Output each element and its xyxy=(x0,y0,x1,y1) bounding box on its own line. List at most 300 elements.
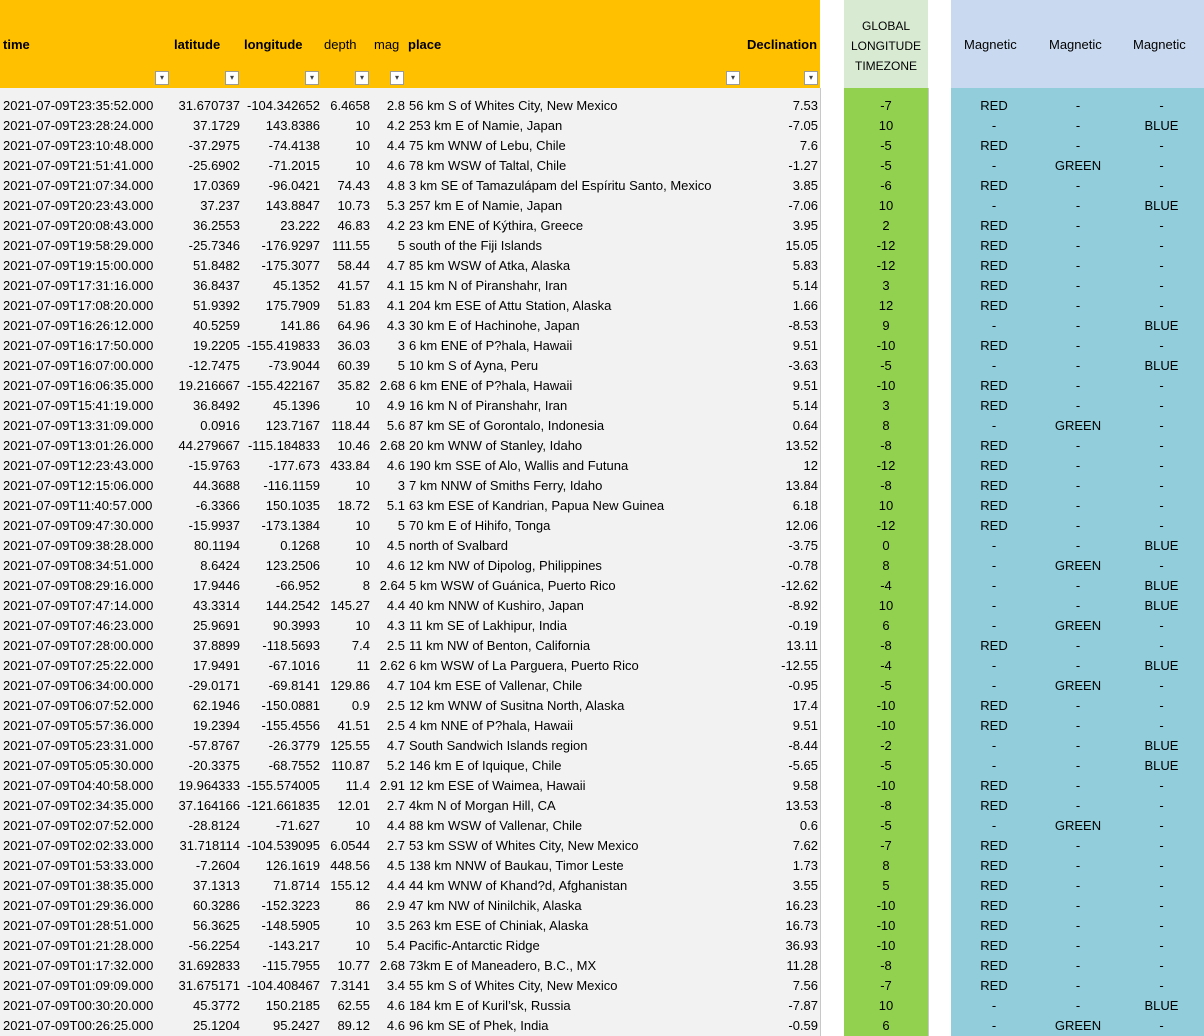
cell-timezone[interactable]: 10 xyxy=(878,998,894,1013)
cell-timezone[interactable]: -12 xyxy=(876,458,896,473)
cell-time[interactable]: 2021-07-09T04:40:58.000 xyxy=(3,778,154,793)
cell-magnetic-1[interactable]: RED xyxy=(980,218,1008,233)
cell-magnetic-2[interactable]: - xyxy=(1075,538,1081,553)
cell-time[interactable]: 2021-07-09T21:07:34.000 xyxy=(3,178,154,193)
cell-magnetic-1[interactable]: - xyxy=(991,678,997,693)
cell-magnetic-2[interactable]: - xyxy=(1075,718,1081,733)
cell-time[interactable]: 2021-07-09T07:25:22.000 xyxy=(3,658,154,673)
cell-longitude[interactable]: -104.342652 xyxy=(246,98,320,113)
table-row[interactable] xyxy=(0,376,1204,396)
cell-place[interactable]: 190 km SSE of Alo, Wallis and Futuna xyxy=(409,458,629,473)
cell-declination[interactable]: 6.18 xyxy=(792,498,818,513)
cell-latitude[interactable]: -20.3375 xyxy=(188,758,240,773)
cell-declination[interactable]: -8.92 xyxy=(788,598,818,613)
cell-time[interactable]: 2021-07-09T01:21:28.000 xyxy=(3,938,154,953)
cell-depth[interactable]: 10 xyxy=(355,538,370,553)
cell-latitude[interactable]: 17.9446 xyxy=(193,578,240,593)
cell-time[interactable]: 2021-07-09T09:38:28.000 xyxy=(3,538,154,553)
cell-mag[interactable]: 5.2 xyxy=(386,758,405,773)
table-row[interactable] xyxy=(0,736,1204,756)
table-row[interactable] xyxy=(0,476,1204,496)
cell-timezone[interactable]: -10 xyxy=(876,338,896,353)
cell-depth[interactable]: 0.9 xyxy=(351,698,370,713)
cell-timezone[interactable]: -10 xyxy=(876,698,896,713)
cell-magnetic-2[interactable]: GREEN xyxy=(1054,558,1102,573)
cell-declination[interactable]: 0.64 xyxy=(792,418,818,433)
table-row[interactable] xyxy=(0,876,1204,896)
cell-latitude[interactable]: 56.3625 xyxy=(193,918,240,933)
cell-declination[interactable]: -12.62 xyxy=(781,578,818,593)
cell-longitude[interactable]: -118.5693 xyxy=(262,638,320,653)
cell-mag[interactable]: 2.5 xyxy=(386,638,405,653)
cell-latitude[interactable]: 19.2205 xyxy=(193,338,240,353)
cell-place[interactable]: 30 km E of Hachinohe, Japan xyxy=(409,318,580,333)
cell-depth[interactable]: 10.73 xyxy=(337,198,370,213)
table-row[interactable] xyxy=(0,856,1204,876)
cell-depth[interactable]: 10 xyxy=(355,138,370,153)
cell-place[interactable]: 20 km WNW of Stanley, Idaho xyxy=(409,438,583,453)
cell-declination[interactable]: 16.23 xyxy=(785,898,818,913)
cell-latitude[interactable]: -37.2975 xyxy=(188,138,240,153)
cell-place[interactable]: 53 km SSW of Whites City, New Mexico xyxy=(409,838,639,853)
cell-timezone[interactable]: -4 xyxy=(880,658,892,673)
cell-declination[interactable]: 9.51 xyxy=(792,378,818,393)
cell-magnetic-2[interactable]: - xyxy=(1075,438,1081,453)
cell-time[interactable]: 2021-07-09T17:31:16.000 xyxy=(3,278,154,293)
cell-depth[interactable]: 10.46 xyxy=(337,438,370,453)
cell-timezone[interactable]: 8 xyxy=(882,858,890,873)
cell-magnetic-1[interactable]: RED xyxy=(980,898,1008,913)
cell-magnetic-1[interactable]: RED xyxy=(980,298,1008,313)
cell-magnetic-1[interactable]: RED xyxy=(980,958,1008,973)
cell-magnetic-2[interactable]: - xyxy=(1075,638,1081,653)
cell-time[interactable]: 2021-07-09T01:28:51.000 xyxy=(3,918,154,933)
cell-latitude[interactable]: -28.8124 xyxy=(188,818,240,833)
table-row[interactable] xyxy=(0,116,1204,136)
cell-time[interactable]: 2021-07-09T16:26:12.000 xyxy=(3,318,154,333)
cell-magnetic-2[interactable]: - xyxy=(1075,698,1081,713)
table-row[interactable] xyxy=(0,256,1204,276)
cell-magnetic-1[interactable]: RED xyxy=(980,858,1008,873)
cell-timezone[interactable]: 5 xyxy=(882,878,890,893)
cell-latitude[interactable]: 45.3772 xyxy=(193,998,240,1013)
cell-mag[interactable]: 4.3 xyxy=(386,318,405,333)
cell-declination[interactable]: -7.06 xyxy=(788,198,818,213)
cell-magnetic-2[interactable]: - xyxy=(1075,798,1081,813)
cell-latitude[interactable]: 25.1204 xyxy=(193,1018,240,1033)
cell-place[interactable]: 4km N of Morgan Hill, CA xyxy=(409,798,556,813)
cell-magnetic-1[interactable]: RED xyxy=(980,838,1008,853)
cell-magnetic-3[interactable]: BLUE xyxy=(1144,658,1179,673)
cell-longitude[interactable]: -155.574005 xyxy=(246,778,320,793)
cell-declination[interactable]: 1.66 xyxy=(792,298,818,313)
cell-time[interactable]: 2021-07-09T07:47:14.000 xyxy=(3,598,154,613)
cell-latitude[interactable]: 17.9491 xyxy=(193,658,240,673)
cell-declination[interactable]: 3.85 xyxy=(792,178,818,193)
cell-mag[interactable]: 4.7 xyxy=(386,258,405,273)
header-time[interactable]: time xyxy=(3,37,30,52)
cell-latitude[interactable]: 37.1313 xyxy=(193,878,240,893)
cell-timezone[interactable]: 8 xyxy=(882,418,890,433)
cell-depth[interactable]: 145.27 xyxy=(330,598,370,613)
cell-time[interactable]: 2021-07-09T11:40:57.000 xyxy=(3,498,153,513)
cell-magnetic-3[interactable]: BLUE xyxy=(1144,198,1179,213)
cell-latitude[interactable]: 62.1946 xyxy=(193,698,240,713)
cell-magnetic-2[interactable]: - xyxy=(1075,378,1081,393)
cell-longitude[interactable]: -155.4556 xyxy=(261,718,320,733)
cell-depth[interactable]: 11 xyxy=(356,658,370,673)
table-row[interactable] xyxy=(0,516,1204,536)
cell-time[interactable]: 2021-07-09T01:29:36.000 xyxy=(3,898,154,913)
cell-magnetic-3[interactable]: - xyxy=(1159,838,1164,853)
cell-magnetic-2[interactable]: - xyxy=(1075,958,1081,973)
cell-timezone[interactable]: -8 xyxy=(880,638,892,653)
cell-depth[interactable]: 74.43 xyxy=(337,178,370,193)
cell-magnetic-3[interactable]: - xyxy=(1159,978,1164,993)
cell-declination[interactable]: 5.14 xyxy=(792,398,818,413)
cell-longitude[interactable]: 150.1035 xyxy=(265,498,320,513)
cell-magnetic-3[interactable]: - xyxy=(1159,858,1164,873)
cell-declination[interactable]: 9.51 xyxy=(792,338,818,353)
cell-declination[interactable]: 0.6 xyxy=(799,818,818,833)
cell-depth[interactable]: 12.01 xyxy=(337,798,370,813)
cell-longitude[interactable]: -104.408467 xyxy=(246,978,320,993)
table-row[interactable] xyxy=(0,676,1204,696)
cell-time[interactable]: 2021-07-09T23:35:52.000 xyxy=(3,98,154,113)
cell-place[interactable]: 257 km E of Namie, Japan xyxy=(409,198,563,213)
cell-magnetic-2[interactable]: - xyxy=(1075,358,1081,373)
cell-magnetic-2[interactable]: - xyxy=(1075,458,1081,473)
cell-place[interactable]: 40 km NNW of Kushiro, Japan xyxy=(409,598,584,613)
table-row[interactable] xyxy=(0,316,1204,336)
cell-depth[interactable]: 129.86 xyxy=(330,678,370,693)
filter-dropdown-icon[interactable]: ▾ xyxy=(155,71,169,85)
cell-latitude[interactable]: 19.964333 xyxy=(178,778,240,793)
cell-magnetic-2[interactable]: - xyxy=(1075,598,1081,613)
cell-declination[interactable]: -7.87 xyxy=(788,998,818,1013)
cell-place[interactable]: south of the Fiji Islands xyxy=(409,238,542,253)
table-row[interactable] xyxy=(0,636,1204,656)
cell-magnetic-3[interactable]: BLUE xyxy=(1144,358,1179,373)
cell-place[interactable]: 78 km WSW of Taltal, Chile xyxy=(409,158,567,173)
cell-depth[interactable]: 7.4 xyxy=(351,638,370,653)
cell-mag[interactable]: 4.5 xyxy=(386,538,405,553)
cell-depth[interactable]: 62.55 xyxy=(337,998,370,1013)
cell-latitude[interactable]: 8.6424 xyxy=(200,558,240,573)
cell-time[interactable]: 2021-07-09T16:17:50.000 xyxy=(3,338,154,353)
table-row[interactable] xyxy=(0,216,1204,236)
cell-magnetic-1[interactable]: RED xyxy=(980,338,1008,353)
header-declination[interactable]: Declination xyxy=(747,37,818,52)
cell-magnetic-1[interactable]: - xyxy=(991,118,997,133)
table-row[interactable] xyxy=(0,276,1204,296)
cell-longitude[interactable]: -71.2015 xyxy=(268,158,320,173)
cell-magnetic-3[interactable]: - xyxy=(1159,298,1164,313)
cell-depth[interactable]: 6.4658 xyxy=(330,98,370,113)
cell-depth[interactable]: 10 xyxy=(355,478,370,493)
cell-magnetic-3[interactable]: - xyxy=(1159,558,1164,573)
cell-magnetic-2[interactable]: - xyxy=(1075,778,1081,793)
cell-magnetic-3[interactable]: - xyxy=(1159,518,1164,533)
cell-magnetic-3[interactable]: BLUE xyxy=(1144,758,1179,773)
table-row[interactable] xyxy=(0,936,1204,956)
cell-magnetic-2[interactable]: - xyxy=(1075,258,1081,273)
cell-magnetic-3[interactable]: - xyxy=(1159,158,1164,173)
cell-magnetic-2[interactable]: - xyxy=(1075,838,1081,853)
cell-time[interactable]: 2021-07-09T00:30:20.000 xyxy=(3,998,154,1013)
table-row[interactable] xyxy=(0,156,1204,176)
cell-magnetic-2[interactable]: GREEN xyxy=(1054,1018,1102,1033)
cell-magnetic-3[interactable]: - xyxy=(1159,918,1164,933)
cell-timezone[interactable]: -4 xyxy=(880,578,892,593)
cell-declination[interactable]: 7.56 xyxy=(792,978,818,993)
header-magnetic-2[interactable]: Magnetic xyxy=(1049,37,1102,52)
cell-depth[interactable]: 6.0544 xyxy=(330,838,370,853)
cell-magnetic-2[interactable]: - xyxy=(1075,998,1081,1013)
cell-mag[interactable]: 4.7 xyxy=(386,738,405,753)
cell-mag[interactable]: 2.9 xyxy=(386,898,405,913)
cell-latitude[interactable]: 17.0369 xyxy=(193,178,240,193)
cell-timezone[interactable]: -5 xyxy=(880,818,892,833)
cell-declination[interactable]: 3.95 xyxy=(792,218,818,233)
cell-timezone[interactable]: 9 xyxy=(882,318,890,333)
table-row[interactable] xyxy=(0,356,1204,376)
cell-mag[interactable]: 4.4 xyxy=(386,598,405,613)
cell-mag[interactable]: 4.7 xyxy=(386,678,405,693)
cell-timezone[interactable]: -8 xyxy=(880,478,892,493)
cell-mag[interactable]: 2.7 xyxy=(386,838,405,853)
cell-place[interactable]: 47 km NW of Ninilchik, Alaska xyxy=(409,898,582,913)
cell-magnetic-2[interactable]: - xyxy=(1075,398,1081,413)
cell-depth[interactable]: 36.03 xyxy=(337,338,370,353)
filter-dropdown-icon[interactable]: ▾ xyxy=(305,71,319,85)
cell-magnetic-1[interactable]: RED xyxy=(980,438,1008,453)
cell-magnetic-2[interactable]: - xyxy=(1075,98,1081,113)
cell-declination[interactable]: 16.73 xyxy=(785,918,818,933)
cell-mag[interactable]: 4.6 xyxy=(386,558,405,573)
table-row[interactable] xyxy=(0,136,1204,156)
cell-declination[interactable]: -1.27 xyxy=(788,158,818,173)
filter-dropdown-icon[interactable]: ▾ xyxy=(225,71,239,85)
cell-place[interactable]: 104 km ESE of Vallenar, Chile xyxy=(409,678,583,693)
cell-magnetic-2[interactable]: - xyxy=(1075,478,1081,493)
header-mag[interactable]: mag xyxy=(374,37,400,52)
cell-place[interactable]: 56 km S of Whites City, New Mexico xyxy=(409,98,618,113)
table-row[interactable] xyxy=(0,436,1204,456)
cell-latitude[interactable]: 40.5259 xyxy=(193,318,240,333)
cell-place[interactable]: 70 km E of Hihifo, Tonga xyxy=(409,518,551,533)
cell-magnetic-3[interactable]: - xyxy=(1159,278,1164,293)
cell-mag[interactable]: 2.68 xyxy=(379,438,405,453)
cell-magnetic-1[interactable]: RED xyxy=(980,938,1008,953)
cell-timezone[interactable]: -8 xyxy=(880,798,892,813)
cell-depth[interactable]: 58.44 xyxy=(337,258,370,273)
cell-magnetic-1[interactable]: RED xyxy=(980,258,1008,273)
cell-magnetic-1[interactable]: - xyxy=(991,1018,997,1033)
cell-longitude[interactable]: -143.217 xyxy=(268,938,320,953)
cell-place[interactable]: 253 km E of Namie, Japan xyxy=(409,118,563,133)
cell-timezone[interactable]: -12 xyxy=(876,238,896,253)
cell-magnetic-2[interactable]: - xyxy=(1075,858,1081,873)
table-row[interactable] xyxy=(0,956,1204,976)
cell-mag[interactable]: 4.8 xyxy=(386,178,405,193)
cell-depth[interactable]: 89.12 xyxy=(337,1018,370,1033)
cell-magnetic-2[interactable]: GREEN xyxy=(1054,618,1102,633)
table-row[interactable] xyxy=(0,96,1204,116)
cell-magnetic-1[interactable]: RED xyxy=(980,698,1008,713)
cell-magnetic-3[interactable]: BLUE xyxy=(1144,318,1179,333)
cell-time[interactable]: 2021-07-09T12:15:06.000 xyxy=(3,478,154,493)
cell-place[interactable]: 44 km WNW of Khand?d, Afghanistan xyxy=(409,878,628,893)
cell-magnetic-3[interactable]: - xyxy=(1159,378,1164,393)
cell-magnetic-1[interactable]: - xyxy=(991,738,997,753)
cell-place[interactable]: 87 km SE of Gorontalo, Indonesia xyxy=(409,418,605,433)
cell-timezone[interactable]: 6 xyxy=(882,618,890,633)
cell-depth[interactable]: 10 xyxy=(355,158,370,173)
cell-timezone[interactable]: 10 xyxy=(878,118,894,133)
cell-time[interactable]: 2021-07-09T02:34:35.000 xyxy=(3,798,154,813)
cell-timezone[interactable]: -10 xyxy=(876,898,896,913)
cell-timezone[interactable]: 3 xyxy=(882,278,890,293)
cell-magnetic-2[interactable]: - xyxy=(1075,578,1081,593)
cell-time[interactable]: 2021-07-09T05:23:31.000 xyxy=(3,738,154,753)
cell-mag[interactable]: 5 xyxy=(397,238,405,253)
cell-place[interactable]: 4 km NNE of P?hala, Hawaii xyxy=(409,718,574,733)
cell-time[interactable]: 2021-07-09T07:28:00.000 xyxy=(3,638,154,653)
cell-longitude[interactable]: -155.419833 xyxy=(246,338,320,353)
cell-latitude[interactable]: 44.279667 xyxy=(178,438,240,453)
cell-magnetic-3[interactable]: - xyxy=(1159,498,1164,513)
cell-timezone[interactable]: 10 xyxy=(878,198,894,213)
cell-timezone[interactable]: 6 xyxy=(882,1018,890,1033)
cell-time[interactable]: 2021-07-09T08:29:16.000 xyxy=(3,578,154,593)
cell-mag[interactable]: 4.6 xyxy=(386,1018,405,1033)
cell-place[interactable]: north of Svalbard xyxy=(409,538,509,553)
cell-longitude[interactable]: 144.2542 xyxy=(265,598,320,613)
cell-time[interactable]: 2021-07-09T09:47:30.000 xyxy=(3,518,154,533)
cell-latitude[interactable]: -6.3366 xyxy=(195,498,240,513)
table-row[interactable] xyxy=(0,196,1204,216)
cell-longitude[interactable]: 141.86 xyxy=(280,318,320,333)
cell-depth[interactable]: 64.96 xyxy=(337,318,370,333)
cell-longitude[interactable]: -150.0881 xyxy=(261,698,320,713)
cell-time[interactable]: 2021-07-09T13:01:26.000 xyxy=(3,438,154,453)
cell-longitude[interactable]: -96.0421 xyxy=(268,178,320,193)
cell-magnetic-3[interactable]: - xyxy=(1159,618,1164,633)
cell-timezone[interactable]: 0 xyxy=(882,538,890,553)
cell-timezone[interactable]: 8 xyxy=(882,558,890,573)
cell-magnetic-3[interactable]: - xyxy=(1159,98,1164,113)
cell-place[interactable]: 6 km ENE of P?hala, Hawaii xyxy=(409,378,573,393)
filter-dropdown-icon[interactable]: ▾ xyxy=(726,71,740,85)
cell-mag[interactable]: 4.2 xyxy=(386,218,405,233)
table-row[interactable] xyxy=(0,916,1204,936)
cell-latitude[interactable]: 19.216667 xyxy=(178,378,240,393)
cell-time[interactable]: 2021-07-09T05:57:36.000 xyxy=(3,718,154,733)
cell-magnetic-2[interactable]: - xyxy=(1075,318,1081,333)
cell-longitude[interactable]: -121.661835 xyxy=(246,798,320,813)
cell-latitude[interactable]: 36.8437 xyxy=(193,278,240,293)
cell-timezone[interactable]: -5 xyxy=(880,358,892,373)
cell-declination[interactable]: 17.4 xyxy=(792,698,818,713)
cell-magnetic-3[interactable]: - xyxy=(1159,258,1164,273)
table-row[interactable] xyxy=(0,776,1204,796)
cell-magnetic-1[interactable]: - xyxy=(991,418,997,433)
cell-magnetic-1[interactable]: RED xyxy=(980,638,1008,653)
cell-longitude[interactable]: -175.3077 xyxy=(261,258,320,273)
table-row[interactable] xyxy=(0,756,1204,776)
cell-declination[interactable]: 12 xyxy=(803,458,818,473)
cell-longitude[interactable]: -115.184833 xyxy=(247,438,320,453)
table-row[interactable] xyxy=(0,836,1204,856)
cell-magnetic-1[interactable]: - xyxy=(991,998,997,1013)
cell-longitude[interactable]: -177.673 xyxy=(268,458,320,473)
cell-time[interactable]: 2021-07-09T01:53:33.000 xyxy=(3,858,154,873)
cell-longitude[interactable]: -176.9297 xyxy=(261,238,320,253)
cell-magnetic-1[interactable]: - xyxy=(991,538,997,553)
cell-time[interactable]: 2021-07-09T00:26:25.000 xyxy=(3,1018,154,1033)
cell-time[interactable]: 2021-07-09T06:34:00.000 xyxy=(3,678,154,693)
cell-mag[interactable]: 5.4 xyxy=(386,938,405,953)
cell-declination[interactable]: 7.6 xyxy=(799,138,818,153)
cell-timezone[interactable]: -7 xyxy=(880,838,892,853)
cell-time[interactable]: 2021-07-09T23:28:24.000 xyxy=(3,118,154,133)
cell-longitude[interactable]: -152.3223 xyxy=(261,898,320,913)
cell-magnetic-2[interactable]: - xyxy=(1075,298,1081,313)
cell-depth[interactable]: 7.3141 xyxy=(330,978,370,993)
cell-magnetic-1[interactable]: RED xyxy=(980,878,1008,893)
cell-place[interactable]: 6 km ENE of P?hala, Hawaii xyxy=(409,338,573,353)
cell-magnetic-1[interactable]: - xyxy=(991,758,997,773)
cell-place[interactable]: 11 km SE of Lakhipur, India xyxy=(409,618,568,633)
cell-mag[interactable]: 3 xyxy=(397,338,405,353)
cell-mag[interactable]: 4.4 xyxy=(386,818,405,833)
cell-place[interactable]: 5 km WSW of Guánica, Puerto Rico xyxy=(409,578,616,593)
cell-depth[interactable]: 11.4 xyxy=(345,778,370,793)
cell-timezone[interactable]: -8 xyxy=(880,438,892,453)
cell-depth[interactable]: 10 xyxy=(355,398,370,413)
cell-magnetic-3[interactable]: BLUE xyxy=(1144,578,1179,593)
cell-depth[interactable]: 10 xyxy=(355,918,370,933)
cell-longitude[interactable]: -116.1159 xyxy=(263,478,320,493)
cell-timezone[interactable]: -12 xyxy=(876,518,896,533)
cell-timezone[interactable]: -10 xyxy=(876,718,896,733)
cell-time[interactable]: 2021-07-09T01:17:32.000 xyxy=(3,958,154,973)
cell-depth[interactable]: 51.83 xyxy=(337,298,370,313)
cell-longitude[interactable]: 95.2427 xyxy=(273,1018,320,1033)
cell-declination[interactable]: 5.14 xyxy=(792,278,818,293)
table-row[interactable] xyxy=(0,816,1204,836)
cell-latitude[interactable]: -25.7346 xyxy=(188,238,240,253)
cell-mag[interactable]: 5.6 xyxy=(386,418,405,433)
cell-place[interactable]: 73km E of Maneadero, B.C., MX xyxy=(409,958,597,973)
cell-declination[interactable]: -7.05 xyxy=(788,118,818,133)
cell-magnetic-3[interactable]: - xyxy=(1159,438,1164,453)
cell-magnetic-2[interactable]: - xyxy=(1075,338,1081,353)
cell-magnetic-2[interactable]: - xyxy=(1075,878,1081,893)
cell-mag[interactable]: 4.3 xyxy=(386,618,405,633)
table-row[interactable] xyxy=(0,596,1204,616)
cell-time[interactable]: 2021-07-09T21:51:41.000 xyxy=(3,158,154,173)
cell-mag[interactable]: 4.6 xyxy=(386,158,405,173)
cell-time[interactable]: 2021-07-09T12:23:43.000 xyxy=(3,458,154,473)
cell-mag[interactable]: 2.68 xyxy=(379,378,405,393)
cell-magnetic-3[interactable]: - xyxy=(1159,898,1164,913)
cell-time[interactable]: 2021-07-09T01:38:35.000 xyxy=(3,878,154,893)
cell-magnetic-3[interactable]: BLUE xyxy=(1144,598,1179,613)
cell-time[interactable]: 2021-07-09T19:15:00.000 xyxy=(3,258,154,273)
cell-magnetic-3[interactable]: - xyxy=(1159,698,1164,713)
